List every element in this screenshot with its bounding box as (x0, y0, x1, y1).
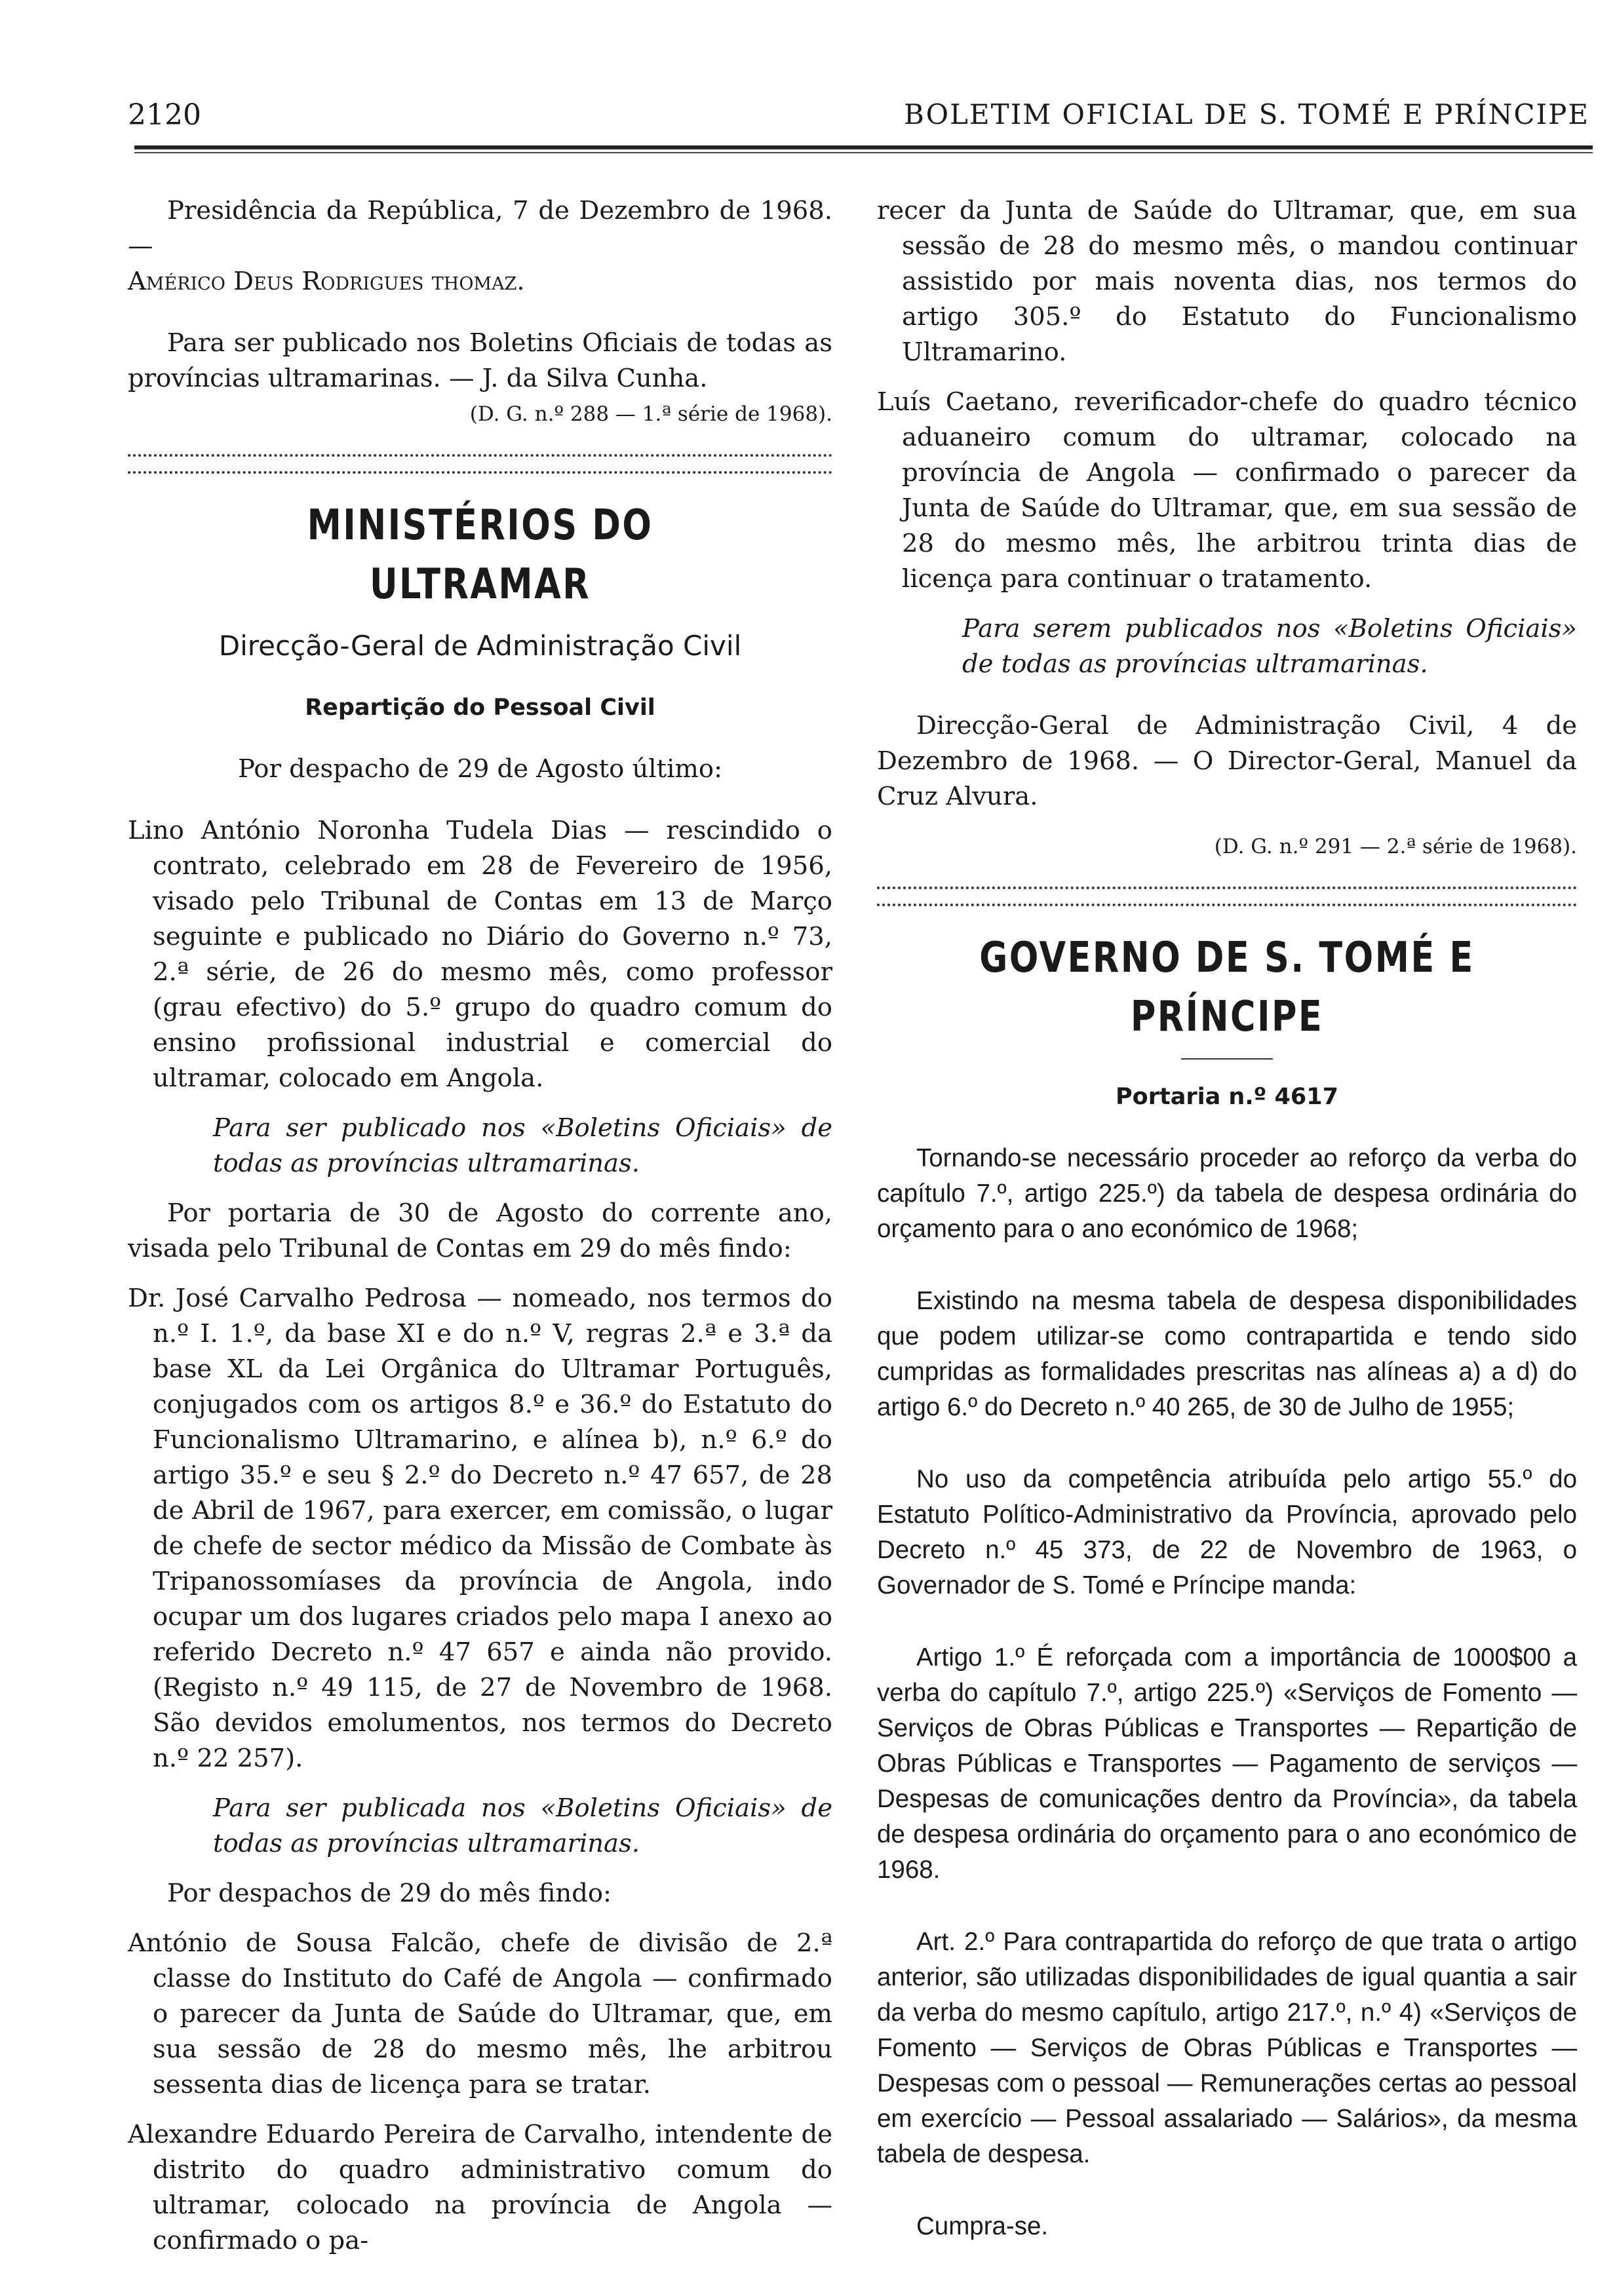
dispatch-intro: Por despacho de 29 de Agosto último: (237, 754, 723, 784)
signature-line: Direcção-Geral de Administração Civil, 4 de Dezembro de 1968. — O Director-Geral, Manuel da Cruz Alvura. (877, 711, 1577, 811)
short-rule (1181, 1058, 1273, 1060)
ministry-heading: MINISTÉRIOS DO ULTRAMAR (307, 501, 653, 609)
publication-note: Para ser publicado nos «Boletins Oficiais» de todas as províncias ultramarinas. (213, 1113, 832, 1178)
closing-line: Cumpra-se. (916, 2212, 1049, 2240)
running-title: BOLETIM OFICIAL DE S. TOMÉ E PRÍNCIPE (903, 98, 1589, 130)
publication-note: Para serem publicados nos «Boletins Oficiais» de todas as províncias ultramarinas. (962, 614, 1577, 679)
header-rule (134, 145, 1593, 149)
entry-continuation: recer da Junta de Saúde do Ultramar, que, em sua sessão de 28 do mesmo mês, o mandou continuar assistido por mais noventa dias, nos termos do artigo 305.º do Estatuto do Funcionalismo Ultramarino. (877, 196, 1577, 367)
article-1: Artigo 1.º É reforçada com a importância de 1000$00 a verba do capítulo 7.º, artigo 225.º) «Serviços de Fomento — Serviços de Obras Públicas e Transportes — Repartição de Obras Públicas e Transportes — Pagamento de serviços — Despesas de comunicações dentro da Província», da tabela de despesa ordinária do orçamento para o ano económico de 1968. (877, 1643, 1577, 1884)
gazette-reference: (D. G. n.º 291 — 2.ª série de 1968). (1214, 835, 1577, 858)
header-rule-thin (134, 152, 1593, 153)
page-header (128, 98, 1589, 138)
department-heading: Repartição do Pessoal Civil (305, 695, 655, 721)
left-column (128, 193, 832, 2259)
decree-date: Presidência da República, 7 de Dezembro de 1968. — (128, 196, 832, 261)
right-column (877, 193, 1577, 2244)
entry-luis: Luís Caetano, reverificador-chefe do quadro técnico aduaneiro comum do ultramar, colocado na província de Angola — confirmado o parecer da Junta de Saúde do Ultramar, que, em sua sessão de 28 do mesmo mês, lhe arbitrou trinta dias de licença para continuar o tratamento. (877, 387, 1577, 594)
dispatch-intro: Por despachos de 29 do mês findo: (167, 1879, 612, 1908)
portaria-paragraph: No uso da competência atribuída pelo artigo 55.º do Estatuto Político-Administrativo da Província, aprovado pelo Decreto n.º 45 373, de 22 de Novembro de 1963, o Governador de S. Tomé e Príncipe manda: (877, 1465, 1577, 1599)
ordinance-intro: Por portaria de 30 de Agosto do corrente ano, visada pelo Tribunal de Contas em 29 do mês findo: (128, 1198, 832, 1263)
entry-jose: Dr. José Carvalho Pedrosa — nomeado, nos termos do n.º I. 1.º, da base XI e do n.º V, regras 2.ª e 3.ª da base XL da Lei Orgânica do Ultramar Português, conjugados com os artigos 8.º e 36.º do Estatuto do Funcionalismo Ultramarino, e alínea b), n.º 6.º do artigo 35.º e seu § 2.º do Decreto n.º 47 657, de 28 de Abril de 1967, para exercer, em comissão, o lugar de chefe de sector médico da Missão de Combate às Tripanossomíases da província de Angola, indo ocupar um dos lugares criados pelo mapa I anexo ao referido Decreto n.º 47 657 e ainda não provido. (Registo n.º 49 115, de 27 de Novembro de 1968. São devidos emolumentos, nos termos do Decreto n.º 22 257). (128, 1284, 832, 1773)
portaria-heading: Portaria n.º 4617 (1116, 1084, 1338, 1110)
portaria-paragraph: Existindo na mesma tabela de despesa disponibilidades que podem utilizar-se como contrapartida e tendo sido cumpridas as formalidades prescritas nas alíneas a) a d) do artigo 6.º do Decreto n.º 40 265, de 30 de Julho de 1955; (877, 1287, 1577, 1421)
ornamental-divider (877, 887, 1577, 906)
government-heading: GOVERNO DE S. TOMÉ E PRÍNCIPE (979, 934, 1475, 1041)
directorate-heading: Direcção-Geral de Administração Civil (218, 630, 742, 662)
entry-lino: Lino António Noronha Tudela Dias — rescindido o contrato, celebrado em 28 de Fevereiro de 1956, visado pelo Tribunal de Contas em 13 de Março seguinte e publicado no Diário do Governo n.º 73, 2.ª série, de 26 do mesmo mês, como professor (grau efectivo) do 5.º grupo do quadro comum do ensino profissional industrial e comercial do ultramar, colocado em Angola. (128, 816, 832, 1093)
entry-alexandre: Alexandre Eduardo Pereira de Carvalho, intendente de distrito do quadro administrativo comum do ultramar, colocado na província de Angola — confirmado o pa- (128, 2120, 832, 2255)
page-number: 2120 (128, 98, 201, 132)
publication-note: Para ser publicada nos «Boletins Oficiais» de todas as províncias ultramarinas. (213, 1793, 832, 1858)
entry-antonio: António de Sousa Falcão, chefe de divisão de 2.ª classe do Instituto do Café de Angola — confirmado o parecer da Junta de Saúde do Ultramar, que, em sua sessão de 28 do mesmo mês, lhe arbitrou sessenta dias de licença para se tratar. (128, 1928, 832, 2099)
gazette-reference: (D. G. n.º 288 — 1.ª série de 1968). (469, 402, 832, 426)
article-2: Art. 2.º Para contrapartida do reforço de que trata o artigo anterior, são utilizadas disponibilidades de igual quantia a sair da verba do mesmo capítulo, artigo 217.º, n.º 4) «Serviços de Fomento — Serviços de Obras Públicas e Transportes — Despesas com o pessoal — Remunerações certas ao pessoal em exercício — Pessoal assalariado — Salários», da mesma tabela de despesa. (877, 1928, 1577, 2168)
portaria-paragraph: Tornando-se necessário proceder ao reforço da verba do capítulo 7.º, artigo 225.º) da tabela de despesa ordinária do orçamento para o ano económico de 1968; (877, 1144, 1577, 1243)
ornamental-divider (128, 454, 832, 474)
decree-signer: Américo Deus Rodrigues thomaz. (128, 267, 525, 296)
publication-note: Para ser publicado nos Boletins Oficiais de todas as províncias ultramarinas. — J. da Silva Cunha. (128, 328, 832, 393)
